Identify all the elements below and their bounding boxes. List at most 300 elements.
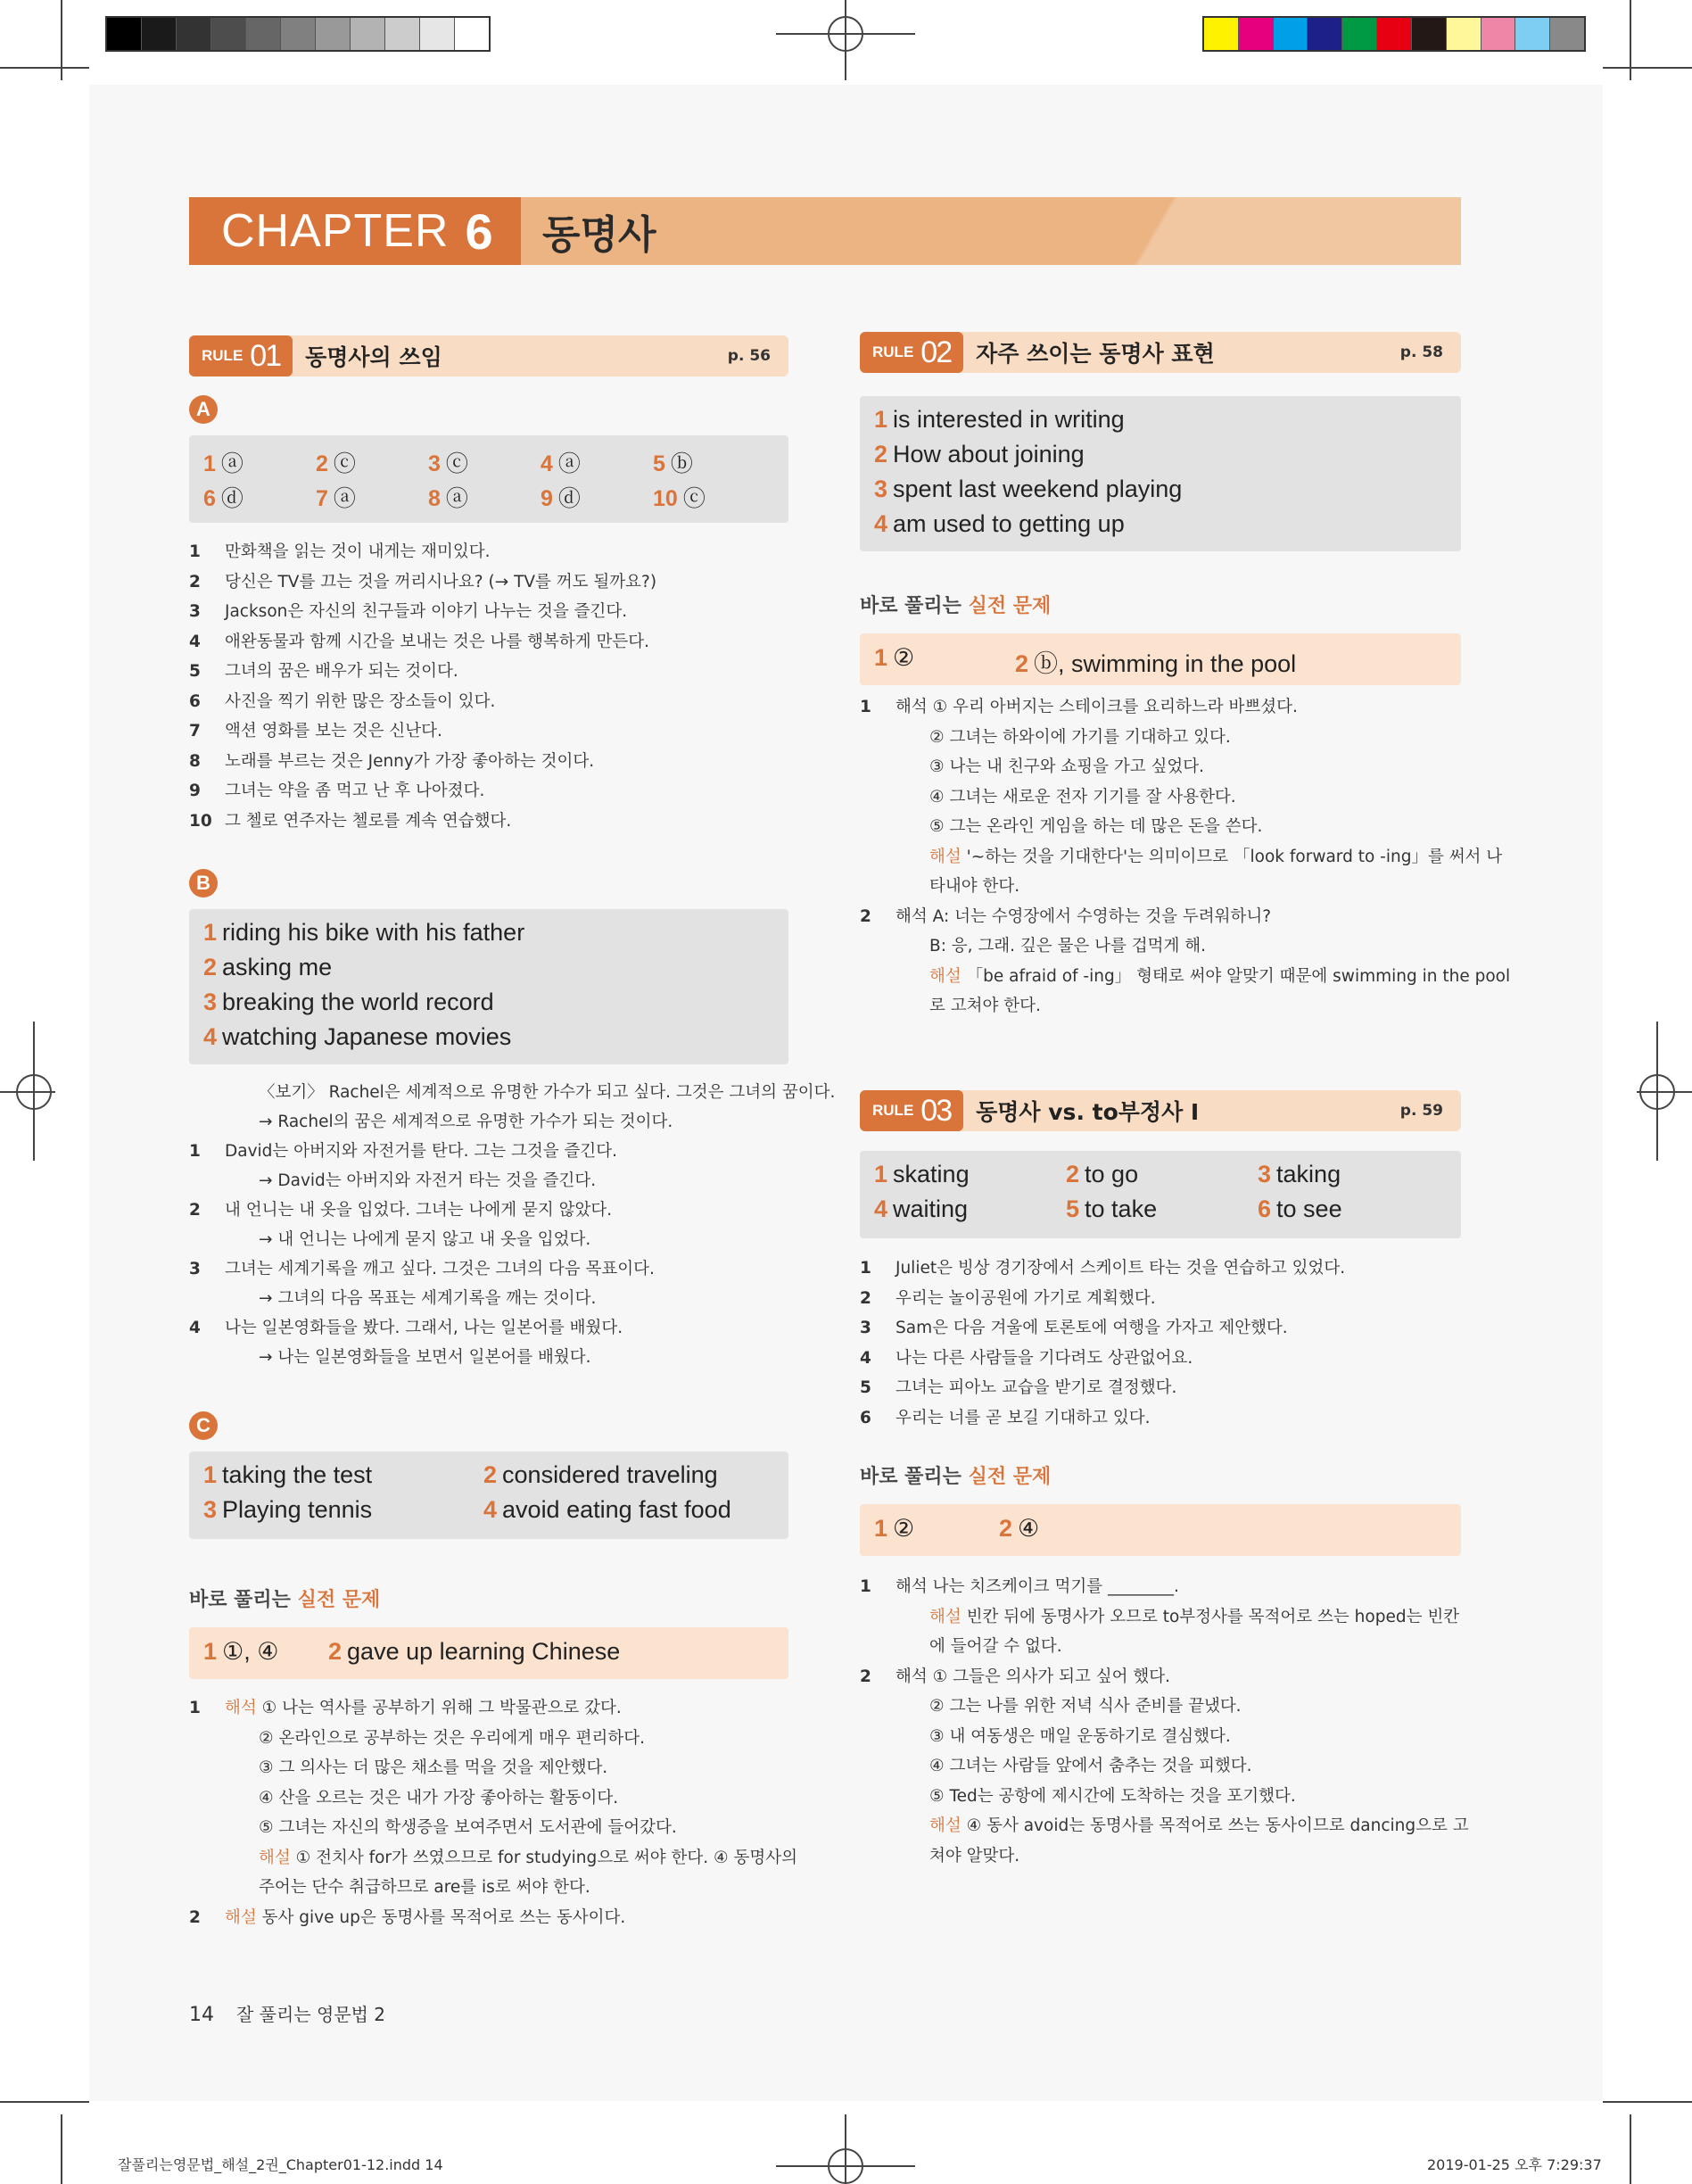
answer-value: breaking the world record <box>222 989 494 1015</box>
answer-value: ⓐ <box>557 451 581 476</box>
color-swatch <box>1274 18 1308 50</box>
color-swatch <box>1550 18 1584 50</box>
answer-number: 2 <box>1066 1161 1080 1187</box>
text-line <box>860 1843 1019 1866</box>
text-line <box>860 1255 1345 1278</box>
line-text: 해석 A: 너는 수영장에서 수영하는 것을 두려워하니? <box>896 906 1272 926</box>
practice-title-highlight: 실전 문제 <box>968 595 1052 617</box>
line-number: 4 <box>860 1348 871 1368</box>
line-text: Jackson은 자신의 친구들과 이야기 나누는 것을 즐긴다. <box>225 602 628 621</box>
answer-value: to take <box>1085 1195 1158 1222</box>
line-text: ③ 나는 내 친구와 쇼핑을 가고 싶었다. <box>929 757 1204 776</box>
line-number: 5 <box>860 1378 871 1397</box>
answer-value: ⓒ <box>333 451 356 476</box>
answer-number: 5 <box>1066 1195 1080 1222</box>
line-text: 사진을 찍기 위한 많은 장소들이 있다. <box>225 691 496 711</box>
line-text: '~하는 것을 기대한다'는 의미이므로 「look forward to -ing」를 써서 나 <box>961 847 1503 866</box>
text-line <box>189 1815 677 1838</box>
text-line <box>860 964 1510 987</box>
line-number: 1 <box>860 698 871 716</box>
text-line <box>189 689 495 712</box>
text-line <box>189 1080 835 1103</box>
text-line <box>189 749 594 772</box>
line-text: 액션 영화를 보는 것은 신난다. <box>225 722 442 740</box>
answer-number: 6 <box>203 486 216 511</box>
text-line <box>860 694 1298 717</box>
answer-item <box>203 481 243 513</box>
text-line <box>189 1755 607 1778</box>
line-text: 내 언니는 내 옷을 입었다. 그녀는 나에게 묻지 않았다. <box>225 1201 613 1220</box>
slug-file-name: 잘풀리는영문법_해설_2권_Chapter01-12.indd 14 <box>118 2156 443 2173</box>
answer-number: 7 <box>316 486 328 511</box>
line-text: ③ 내 여동생은 매일 운동하기로 결심했다. <box>929 1726 1231 1746</box>
color-swatch <box>351 18 385 50</box>
line-text: ⑤ 그녀는 자신의 학생증을 보여주면서 도서관에 들어갔다. <box>259 1818 677 1837</box>
line-number: 2 <box>189 1201 201 1220</box>
text-line <box>860 993 1041 1016</box>
text-line <box>860 933 1206 956</box>
rule-number: 02 <box>920 335 952 369</box>
answer-item <box>541 481 581 513</box>
answer-value: is interested in writing <box>893 406 1125 433</box>
line-text: ③ 그 의사는 더 많은 채소를 먹을 것을 제안했다. <box>259 1758 608 1777</box>
chapter-word: CHAPTER <box>221 205 450 257</box>
answer-item <box>203 1023 511 1051</box>
rule-tag-label: RULE <box>872 1102 914 1119</box>
answer-number: 2 <box>483 1461 498 1488</box>
line-number: 2 <box>860 1667 871 1686</box>
answer-value: ⓐ <box>220 451 243 476</box>
answer-value: Playing tennis <box>222 1496 373 1523</box>
text-line <box>189 629 649 652</box>
text-line <box>189 808 511 831</box>
answer-value: ⓒ <box>682 486 706 511</box>
line-text: 해석 나는 치즈케이크 먹기를 ________. <box>896 1577 1179 1596</box>
color-swatch <box>1204 18 1239 50</box>
line-text: 쳐야 알맞다. <box>929 1846 1020 1866</box>
answer-item <box>874 1515 914 1543</box>
page-number: 14 <box>189 2004 214 2026</box>
explanation-label: 해설 <box>929 1607 962 1626</box>
line-text: ④ 그녀는 사람들 앞에서 춤추는 것을 피했다. <box>929 1757 1252 1775</box>
answer-number: 1 <box>203 1638 218 1665</box>
page-footer <box>189 2000 385 2026</box>
line-text: ④ 동사 avoid는 동명사를 목적어로 쓰는 동사이므로 dancing으로 고 <box>961 1816 1469 1835</box>
line-number: 6 <box>189 691 201 711</box>
text-line <box>860 873 1019 897</box>
text-line <box>860 1783 1296 1807</box>
explanation-label: 해설 <box>929 1816 962 1835</box>
text-line <box>189 778 484 801</box>
section-b-badge: B <box>189 869 218 898</box>
text-line <box>860 724 1231 748</box>
text-line <box>189 539 490 562</box>
rule-01-page-ref: p. 56 <box>727 347 771 365</box>
line-text: ② 그는 나를 위한 저녁 식사 준비를 끝냈다. <box>929 1697 1242 1716</box>
text-line <box>189 599 627 622</box>
answer-value: taking the test <box>222 1461 373 1488</box>
color-swatch <box>1515 18 1550 50</box>
answer-value: to go <box>1085 1161 1139 1187</box>
text-line <box>860 754 1204 777</box>
process-color-bar <box>1202 16 1586 52</box>
line-text: B: 응, 그래. 깊은 물은 나를 겁먹게 해. <box>929 937 1207 956</box>
line-text: 애완동물과 함께 시간을 보내는 것은 나를 행복하게 만든다. <box>225 632 649 651</box>
answer-item <box>874 510 1125 538</box>
answer-value: skating <box>893 1161 970 1187</box>
text-line <box>189 1695 622 1718</box>
answer-value: ② <box>893 1515 915 1542</box>
line-text: → 내 언니는 나에게 묻지 않고 내 옷을 입었다. <box>259 1230 591 1249</box>
explanation-label: 해설 <box>929 966 962 986</box>
answer-number: 4 <box>874 1195 888 1222</box>
line-number: 2 <box>860 906 871 926</box>
line-number: 8 <box>189 751 201 771</box>
text-line <box>189 569 656 592</box>
answer-value: ⓐ <box>333 486 356 511</box>
text-line <box>860 1375 1176 1398</box>
answer-value: ⓓ <box>220 486 243 511</box>
line-text: Juliet은 빙상 경기장에서 스케이트 타는 것을 연습하고 있었다. <box>896 1259 1346 1278</box>
answer-item <box>328 1638 620 1666</box>
line-text: 나는 일본영화들을 봤다. 그래서, 나는 일본어를 배웠다. <box>225 1319 623 1337</box>
rule-02-title: 자주 쓰이는 동명사 표현 <box>976 341 1215 367</box>
line-text: → 나는 일본영화들을 보면서 일본어를 배웠다. <box>259 1348 591 1367</box>
line-text: 그녀의 꿈은 배우가 되는 것이다. <box>225 662 458 681</box>
practice-title-highlight: 실전 문제 <box>968 1466 1052 1488</box>
rule-03-header <box>860 1090 1461 1131</box>
answer-number: 1 <box>203 1461 218 1488</box>
text-line <box>189 1227 590 1250</box>
text-line <box>860 844 1502 867</box>
text-line <box>189 1344 590 1368</box>
rule-01-title: 동명사의 쓰임 <box>305 344 442 370</box>
answer-number: 1 <box>874 1515 888 1542</box>
text-line <box>860 1405 1150 1428</box>
line-text: 동사 give up은 동명사를 목적어로 쓰는 동사이다. <box>256 1907 626 1927</box>
color-swatch <box>1308 18 1342 50</box>
answer-number: 3 <box>874 476 888 502</box>
text-line <box>860 814 1262 837</box>
answer-item <box>1258 1161 1341 1188</box>
answer-value: avoid eating fast food <box>502 1496 731 1523</box>
grayscale-color-bar <box>105 16 491 52</box>
color-swatch <box>1342 18 1377 50</box>
line-text: 우리는 놀이공원에 가기로 계획했다. <box>896 1288 1156 1308</box>
line-number: 1 <box>189 542 201 561</box>
answer-item <box>203 1496 372 1524</box>
color-swatch <box>246 18 281 50</box>
answer-number: 3 <box>203 989 218 1015</box>
text-line <box>860 1813 1469 1836</box>
answer-number: 10 <box>653 486 678 511</box>
book-title: 잘 풀리는 영문법 2 <box>236 2004 386 2025</box>
text-line <box>189 1256 655 1279</box>
answer-number: 1 <box>203 919 218 946</box>
answer-value: considered traveling <box>502 1461 718 1488</box>
answer-item <box>1066 1161 1138 1188</box>
line-text: ④ 그녀는 새로운 전자 기기를 잘 사용한다. <box>929 787 1236 807</box>
answer-item <box>874 476 1182 503</box>
answer-value: ①, ④ <box>222 1638 279 1665</box>
rule-03-practice-answer-box <box>860 1504 1461 1556</box>
line-number: 4 <box>189 1319 201 1337</box>
answer-item <box>483 1496 731 1524</box>
answer-value: ⓓ <box>557 486 581 511</box>
answer-item <box>1015 644 1296 679</box>
answer-value: ⓐ <box>445 486 468 511</box>
line-number: 1 <box>189 1699 201 1717</box>
answer-number: 1 <box>874 406 888 433</box>
text-line <box>189 1905 625 1928</box>
line-text: ④ 산을 오르는 것은 내가 가장 좋아하는 활동이다. <box>259 1788 619 1808</box>
rule-02-tag <box>860 332 963 373</box>
answer-value: ② <box>893 644 915 671</box>
line-number: 1 <box>189 1142 201 1161</box>
answer-number: 9 <box>541 486 553 511</box>
line-text: David는 아버지와 자전거를 탄다. 그는 그것을 즐긴다. <box>225 1142 618 1161</box>
answer-number: 4 <box>483 1496 498 1523</box>
rule-01-tag <box>189 335 293 376</box>
line-text: 그녀는 약을 좀 먹고 난 후 나아졌다. <box>225 782 485 800</box>
answer-value: taking <box>1276 1161 1341 1187</box>
text-line <box>860 1315 1288 1338</box>
answer-number: 2 <box>1015 650 1029 677</box>
line-text: ① 전치사 for가 쓰였으므로 for studying으로 써야 한다. ④ 동명사의 <box>290 1848 797 1867</box>
answer-item <box>203 1461 372 1489</box>
color-swatch <box>316 18 351 50</box>
answer-number: 3 <box>203 1496 218 1523</box>
color-swatch <box>1447 18 1482 50</box>
answer-item <box>653 446 693 478</box>
answer-item <box>541 446 581 478</box>
answer-number: 2 <box>874 441 888 467</box>
line-text: 주어는 단수 취급하므로 are를 is로 써야 한다. <box>259 1878 590 1897</box>
text-line <box>860 1345 1193 1369</box>
chapter-title: 동명사 <box>542 212 656 258</box>
answer-number: 1 <box>874 644 888 671</box>
line-text: 그녀는 세계기록을 깨고 싶다. 그것은 그녀의 다음 목표이다. <box>225 1260 655 1278</box>
answer-number: 2 <box>328 1638 343 1665</box>
answer-number: 2 <box>203 954 218 980</box>
answer-number: 6 <box>1258 1195 1272 1222</box>
line-text: → David는 아버지와 자전거 타는 것을 즐긴다. <box>259 1171 597 1190</box>
answer-item <box>316 481 356 513</box>
line-text: 에 들어갈 수 없다. <box>929 1637 1062 1656</box>
rule-number: 01 <box>250 338 281 373</box>
answer-value: watching Japanese movies <box>222 1023 512 1050</box>
explanation-label: 해설 <box>929 847 962 866</box>
line-number: 3 <box>189 1260 201 1278</box>
answer-item <box>874 1161 970 1188</box>
answer-item <box>1066 1195 1157 1223</box>
text-line <box>189 1109 673 1132</box>
rule-02-header <box>860 332 1461 373</box>
text-line <box>860 1664 1170 1687</box>
answer-item <box>203 1638 278 1666</box>
color-swatch <box>281 18 316 50</box>
answer-item <box>874 1195 968 1223</box>
line-number: 4 <box>189 632 201 651</box>
text-line <box>189 1168 596 1191</box>
line-text: Sam은 다음 겨울에 토론토에 여행을 가자고 제안했다. <box>896 1319 1288 1337</box>
chapter-number: 6 <box>465 203 494 260</box>
line-text: 우리는 너를 곧 보길 기대하고 있다. <box>896 1408 1151 1427</box>
answer-value: gave up learning Chinese <box>347 1638 621 1665</box>
answer-value: ④ <box>1018 1515 1040 1542</box>
line-text: 노래를 부르는 것은 Jenny가 가장 좋아하는 것이다. <box>225 751 595 771</box>
answer-item <box>428 446 468 478</box>
line-number: 9 <box>189 782 201 800</box>
answer-number: 3 <box>428 451 441 476</box>
text-line <box>860 1286 1156 1309</box>
rule-03-tag <box>860 1090 963 1131</box>
line-number: 2 <box>189 1907 201 1927</box>
rule-02-page-ref: p. 58 <box>1399 343 1443 361</box>
text-line <box>189 1286 596 1309</box>
color-swatch <box>1412 18 1447 50</box>
rule-01-practice-title <box>189 1584 380 1612</box>
answer-item <box>316 446 356 478</box>
color-swatch <box>1377 18 1412 50</box>
answer-item <box>1258 1195 1342 1223</box>
answer-value: am used to getting up <box>893 510 1125 537</box>
line-text: 만화책을 읽는 것이 내게는 재미있다. <box>225 542 491 561</box>
text-line <box>860 904 1271 927</box>
rule-tag-label: RULE <box>872 343 914 360</box>
text-line <box>189 1785 618 1808</box>
answer-item <box>874 644 914 672</box>
line-text: 「be afraid of -ing」 형태로 써야 알맞기 때문에 swimming in the pool <box>961 966 1511 986</box>
line-text: ② 그녀는 하와이에 가기를 기대하고 있다. <box>929 727 1231 747</box>
line-text: 타내야 한다. <box>929 877 1020 896</box>
line-number: 5 <box>189 662 201 681</box>
line-number: 2 <box>860 1288 871 1308</box>
answer-number: 5 <box>653 451 665 476</box>
rule-03-practice-title <box>860 1461 1051 1489</box>
answer-item <box>874 441 1085 468</box>
explanation-label: 해설 <box>259 1848 291 1867</box>
color-swatch <box>1239 18 1274 50</box>
practice-title-prefix: 바로 풀리는 <box>860 1466 962 1488</box>
answer-item <box>653 481 706 513</box>
slug-timestamp: 2019-01-25 오후 7:29:37 <box>1427 2156 1602 2173</box>
answer-item <box>203 989 494 1016</box>
line-text: 로 고쳐야 한다. <box>929 997 1041 1015</box>
line-number: 2 <box>189 572 201 592</box>
rule-02-practice-title <box>860 591 1051 618</box>
text-line <box>189 1315 623 1338</box>
line-text: ② 온라인으로 공부하는 것은 우리에게 매우 편리하다. <box>259 1728 646 1748</box>
line-text: 해석 ① 우리 아버지는 스테이크를 요리하느라 바쁘셨다. <box>896 698 1298 716</box>
text-line <box>189 1725 645 1749</box>
color-swatch <box>142 18 177 50</box>
color-swatch <box>385 18 420 50</box>
color-swatch <box>177 18 211 50</box>
practice-title-prefix: 바로 풀리는 <box>860 595 962 617</box>
answer-item <box>874 406 1125 434</box>
answer-number: 4 <box>874 510 888 537</box>
section-c-badge: C <box>189 1411 218 1440</box>
text-line <box>860 784 1236 807</box>
color-swatch <box>455 18 489 50</box>
answer-item <box>203 446 243 478</box>
text-line <box>189 1197 612 1220</box>
practice-title-highlight: 실전 문제 <box>297 1589 381 1611</box>
answer-number: 4 <box>203 1023 218 1050</box>
text-line <box>189 658 458 682</box>
answer-value: ⓒ <box>445 451 468 476</box>
answer-item <box>483 1461 718 1489</box>
text-line <box>860 1604 1459 1627</box>
line-text: → 그녀의 다음 목표는 세계기록을 깨는 것이다. <box>259 1289 597 1308</box>
text-line <box>189 1845 797 1868</box>
line-text: 당신은 TV를 끄는 것을 꺼리시나요? (→ TV를 꺼도 될까요?) <box>225 572 657 592</box>
line-number: 1 <box>860 1259 871 1278</box>
answer-number: 1 <box>874 1161 888 1187</box>
answer-value: ⓑ <box>670 451 693 476</box>
text-line <box>189 1874 590 1898</box>
line-text: 해석 ① 그들은 의사가 되고 싶어 했다. <box>896 1667 1170 1686</box>
line-text: 그 첼로 연주자는 첼로를 계속 연습했다. <box>225 811 512 831</box>
answer-item <box>428 481 468 513</box>
line-number: 3 <box>189 602 201 621</box>
chapter-label <box>189 197 521 265</box>
text-line <box>860 1693 1242 1717</box>
color-swatch <box>420 18 455 50</box>
answer-item <box>999 1515 1039 1543</box>
answer-value: ⓑ, swimming in the pool <box>1034 650 1297 677</box>
section-a-badge: A <box>189 395 218 424</box>
text-line <box>860 1574 1179 1597</box>
explanation-label: 해설 <box>225 1907 257 1927</box>
answer-value: spent last weekend playing <box>893 476 1183 502</box>
text-line <box>860 1753 1252 1776</box>
rule-tag-label: RULE <box>202 347 243 364</box>
answer-number: 2 <box>999 1515 1013 1542</box>
explanation-label: 해석 <box>225 1699 257 1717</box>
line-number: 10 <box>189 811 212 831</box>
color-swatch <box>1482 18 1516 50</box>
answer-number: 4 <box>541 451 553 476</box>
answer-value: riding his bike with his father <box>222 919 525 946</box>
practice-title-prefix: 바로 풀리는 <box>189 1589 291 1611</box>
answer-number: 3 <box>1258 1161 1272 1187</box>
color-swatch <box>211 18 246 50</box>
line-text: ① 나는 역사를 공부하기 위해 그 박물관으로 갔다. <box>256 1699 622 1717</box>
answer-item <box>203 919 524 947</box>
text-line <box>860 1724 1231 1747</box>
line-text: → Rachel의 꿈은 세계적으로 유명한 가수가 되는 것이다. <box>259 1113 673 1131</box>
line-text: 나는 다른 사람들을 기다려도 상관없어요. <box>896 1348 1193 1368</box>
line-text: 빈칸 뒤에 동명사가 오므로 to부정사를 목적어로 쓰는 hoped는 빈칸 <box>961 1607 1460 1626</box>
line-number: 3 <box>860 1319 871 1337</box>
rule-01-header <box>189 335 788 376</box>
line-number: 7 <box>189 722 201 740</box>
text-line <box>860 1634 1062 1657</box>
rule-03-title: 동명사 vs. to부정사 Ⅰ <box>976 1099 1200 1125</box>
color-swatch <box>107 18 142 50</box>
answer-number: 8 <box>428 486 441 511</box>
answer-value: How about joining <box>893 441 1085 467</box>
line-number: 1 <box>860 1577 871 1596</box>
text-line <box>189 718 442 741</box>
rule-03-page-ref: p. 59 <box>1399 1102 1443 1120</box>
rule-number: 03 <box>920 1093 952 1128</box>
answer-value: to see <box>1276 1195 1342 1222</box>
answer-item <box>203 954 332 981</box>
line-text: ⑤ Ted는 공항에 제시간에 도착하는 것을 포기했다. <box>929 1786 1296 1806</box>
